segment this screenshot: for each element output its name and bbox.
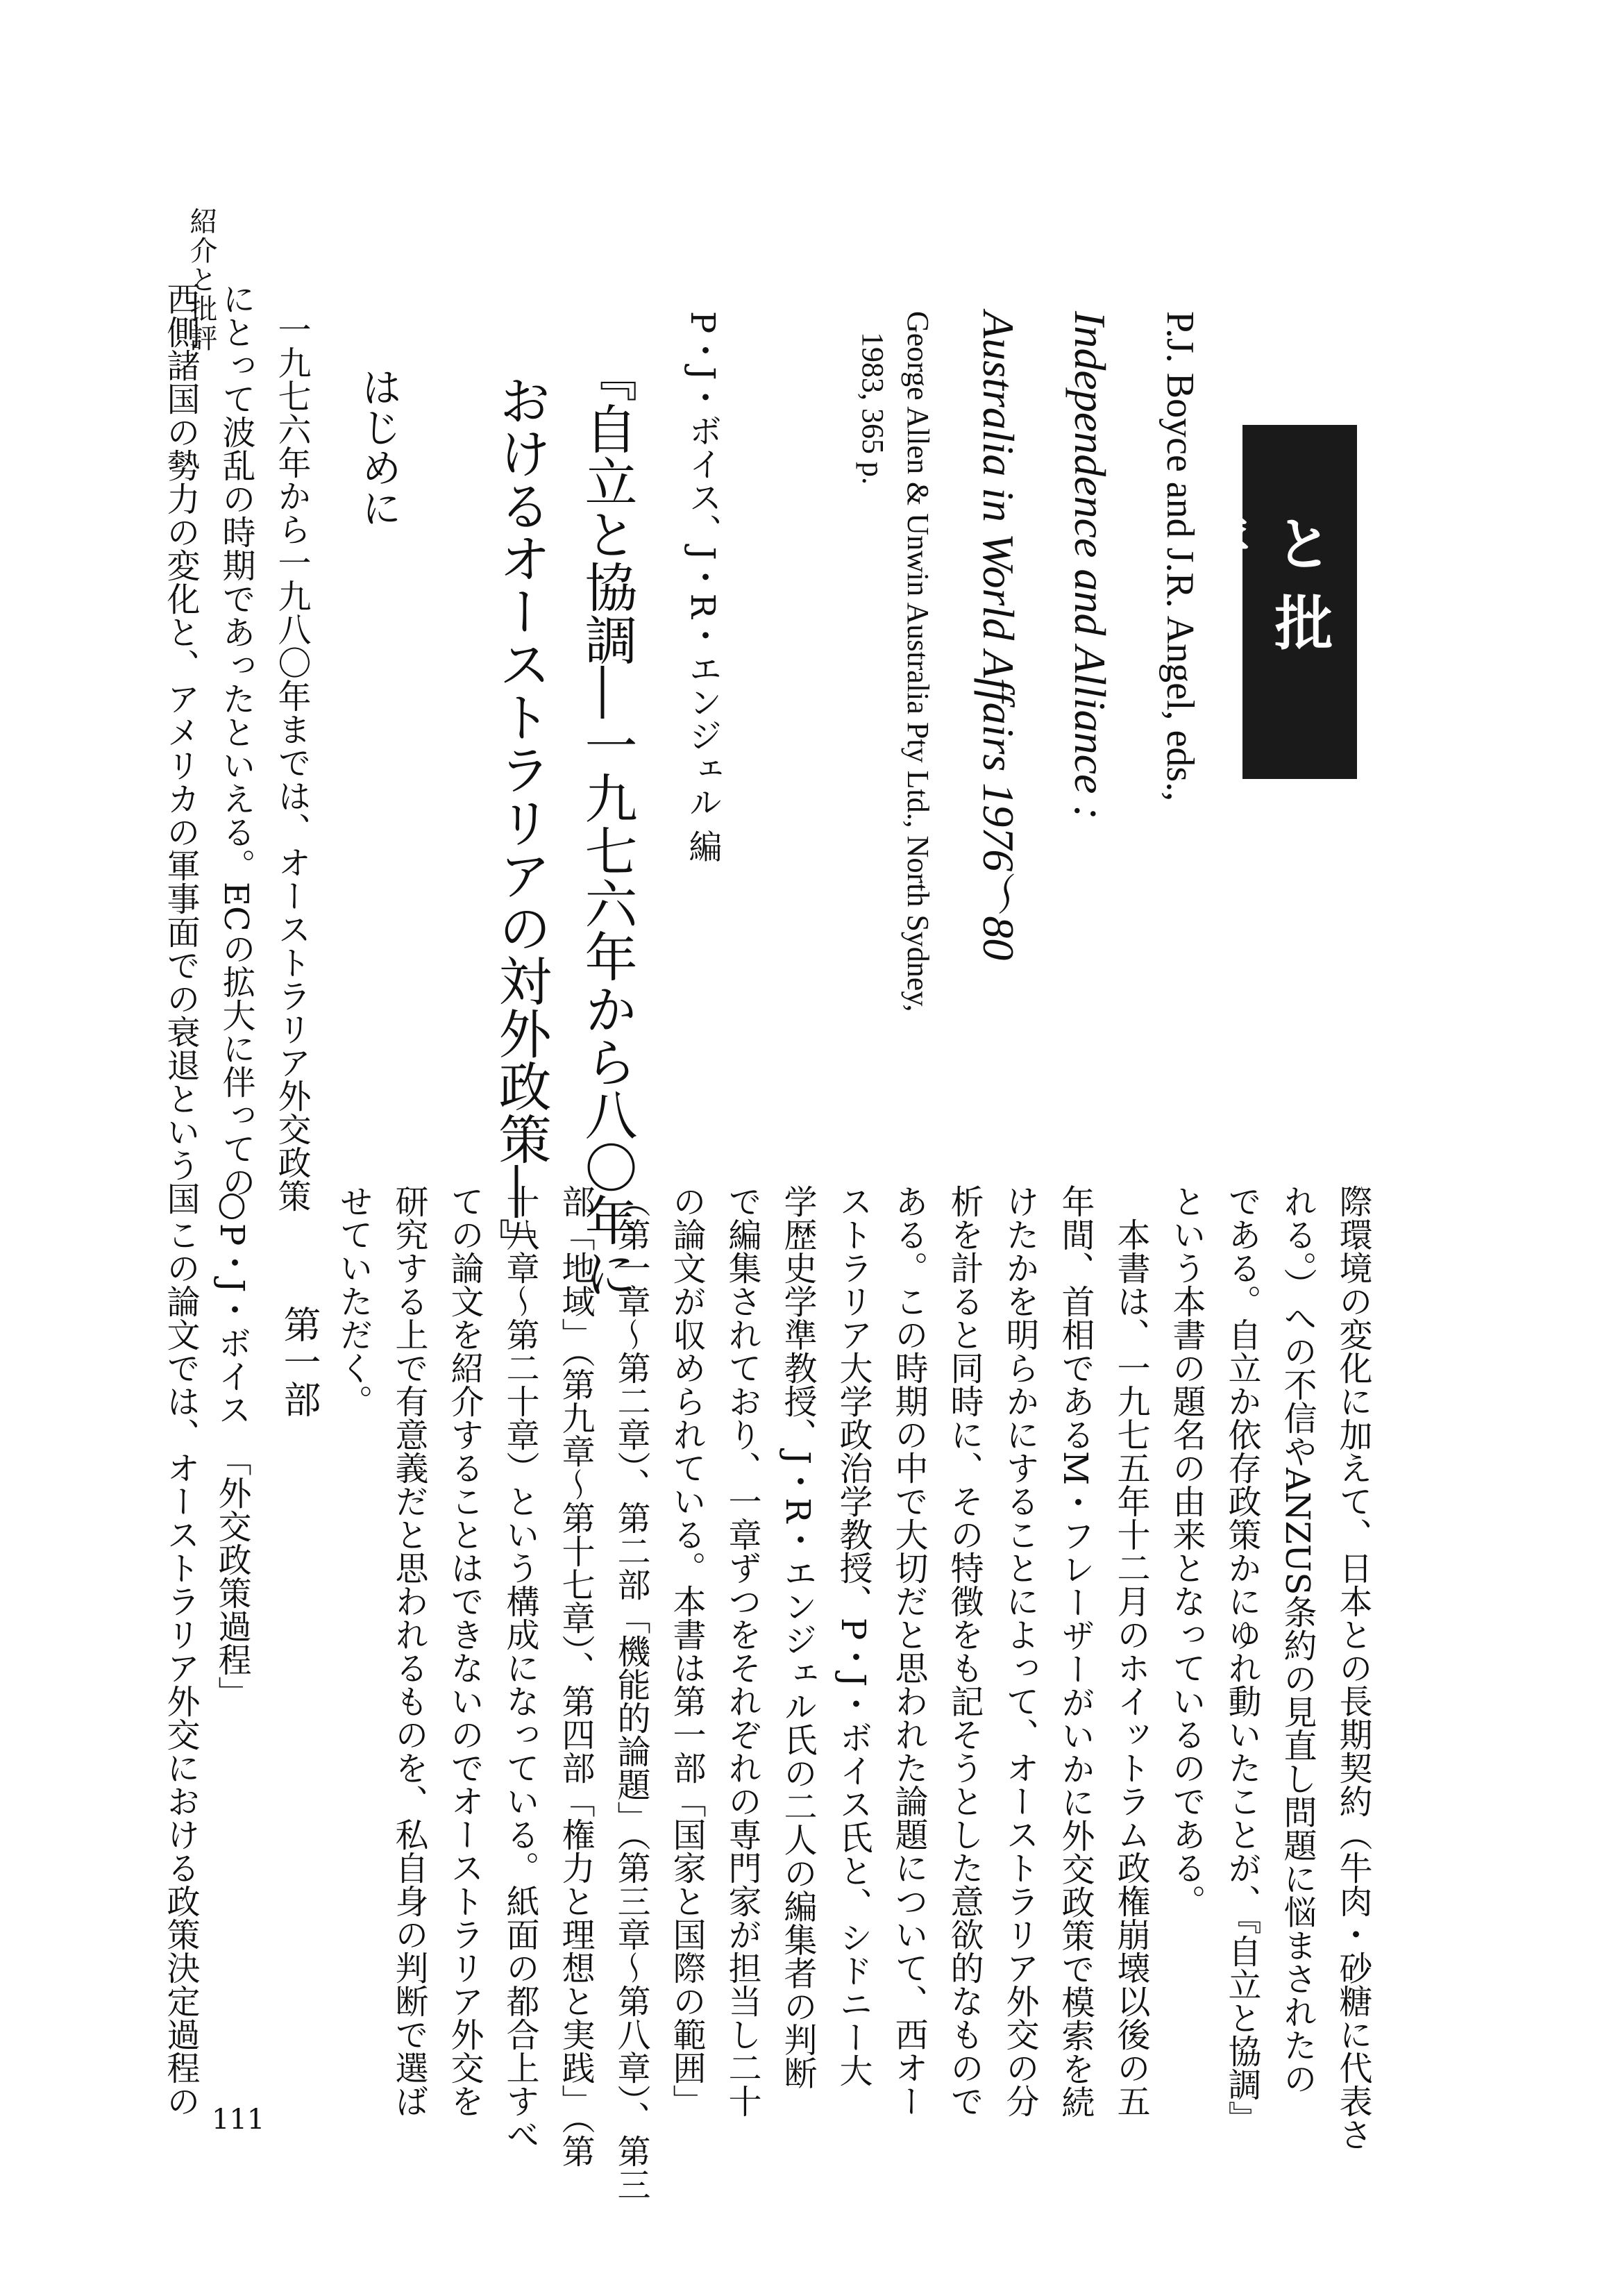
lower-line-6: 年間、首相であるM・フレーザーがいかに外交政策で模索を続: [1056, 1184, 1095, 2119]
bib-year-pages: 1983, 365 p.: [856, 332, 890, 485]
lower-line-4: という本書の題名の由来となっているのである。: [1167, 1184, 1206, 1918]
lower-line-2: れる。）への不信やANZUS条約の見直し問題に悩まされたの: [1278, 1184, 1317, 2095]
lower-line-8: 析を計ると同時に、その特徴をも記そうとした意欲的なもので: [945, 1184, 984, 2118]
section-badge-label: 紹介と批評: [1181, 513, 1417, 672]
section-header: 紹介と批評: [185, 207, 217, 353]
bib-title-line2: Australia in World Affairs 1976～80: [974, 311, 1023, 961]
lower-line-15: 部「地域」（第九章～第十七章）、第四部「権力と理想と実践」（第: [556, 1184, 595, 2168]
bib-title-line1: Independence and Alliance :: [1065, 311, 1115, 820]
lower-line-17: ての論文を紹介することはできないのでオーストラリア外交を: [445, 1184, 484, 2118]
section-badge: [1181, 425, 1417, 779]
page-number: 111: [212, 2104, 265, 2136]
intro-line-2: にとって波乱の時期であったといえる。ECの拡大に伴っての: [217, 282, 255, 1198]
bib-publisher: George Allen & Unwin Australia Pty Ltd., North Sydney,: [901, 311, 935, 1012]
jp-title-line2: おけるオーストラリアの対外政策―』: [490, 374, 552, 1271]
lower-line-12: で編集されており、一章ずつをそれぞれの専門家が担当し二十: [723, 1184, 761, 2118]
intro-line-3: 西側諸国の勢力の変化と、アメリカの軍事面での衰退という国: [161, 282, 200, 1215]
lower-line-11: 学歴史学準教授、J・R・エンジェル氏の二人の編集者の判断: [778, 1184, 817, 2090]
intro-heading: はじめに: [355, 367, 402, 528]
lower-line-3: である。自立か依存政策かにゆれ動いたことが、『自立と協調』: [1222, 1184, 1261, 2134]
lower-line-18: 研究する上で有意義だと思われるものを、私自身の判断で選ば: [389, 1184, 428, 2118]
lower-line-19: せていただく。: [334, 1184, 373, 1418]
lower-line-14: （第一章～第二章）、第二部「機能的論題」（第三章～第八章）、第三: [612, 1184, 650, 2201]
lower-line-13: の論文が収められている。本書は第一部「国家と国際の範囲」: [667, 1184, 706, 2118]
lower-line-10: ストラリア大学政治学教授、P・J・ボイス氏と、シドニー大: [834, 1184, 873, 2087]
lower-line-7: けたかを明らかにすることによって、オーストラリア外交の分: [1000, 1184, 1039, 2118]
lower-line-1: 際環境の変化に加えて、日本との長期契約（牛肉・砂糖に代表さ: [1333, 1184, 1372, 2151]
article-line-1: ○P・J・ボイス 「外交政策過程」: [212, 1184, 251, 1709]
jp-title-line1: 『自立と協調―一九七六年から八〇年に: [576, 349, 638, 1299]
bib-authors: P.J. Boyce and J.R. Angel, eds.,: [1158, 311, 1202, 802]
part-heading: 第一部: [278, 1305, 321, 1418]
lower-line-5: 本書は、一九七五年十二月のホイットラム政権崩壊以後の五: [1111, 1184, 1150, 2118]
intro-line-1: 一九七六年から一九八〇年までは、オーストラリア外交政策: [272, 312, 311, 1212]
jp-editors: P・J・ボイス、J・R・エンジェル 編: [683, 311, 722, 863]
lower-line-9: ある。この時期の中で大切だと思われた論題について、西オー: [889, 1184, 928, 2118]
article-line-2: この論文では、オーストラリア外交における政策決定過程の: [161, 1184, 200, 2118]
lower-line-16: 十八章～第二十章）という構成になっている。紙面の都合上すべ: [500, 1184, 539, 2151]
